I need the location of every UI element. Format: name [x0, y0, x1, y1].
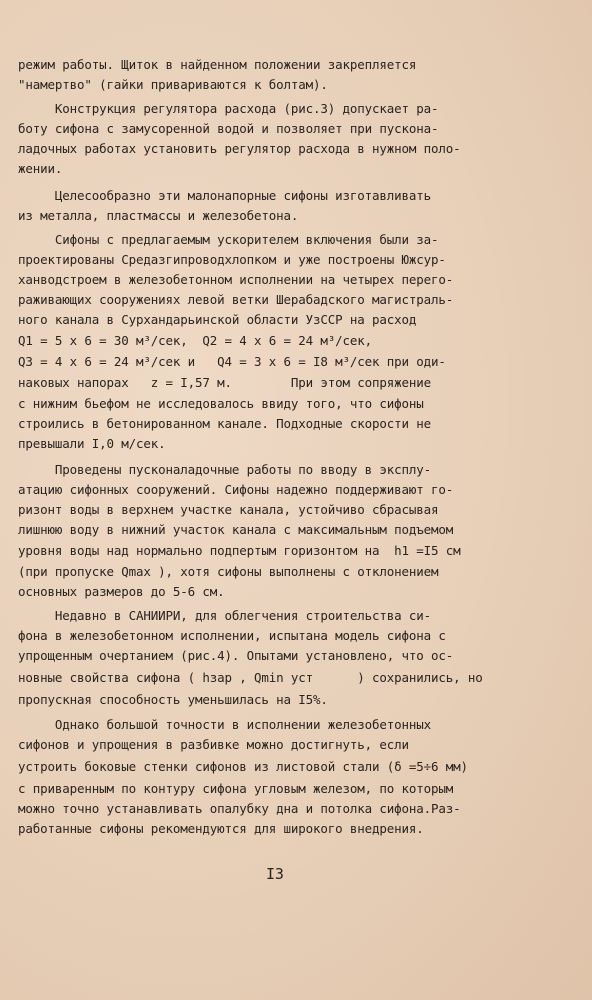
text-line: проектированы Средазгипроводхлопком и уже построены Южсур-: [18, 252, 446, 267]
text-line: фона в железобетонном исполнении, испытана модель сифона с: [18, 628, 446, 643]
text-line: устроить боковые стенки сифонов из листовой стали (δ =5÷6 мм): [18, 759, 468, 774]
text-line: атацию сифонных сооружений. Сифоны надежно поддерживают го-: [18, 482, 454, 497]
text-line: ханводстроем в железобетонном исполнении на четырех перего-: [18, 272, 454, 287]
text-line: жении.: [18, 161, 63, 176]
text-line: раживающих сооружениях левой ветки Шерабадского магистраль-: [18, 292, 454, 307]
formula-line: Q3 = 4 x 6 = 24 м³/сек и Q4 = 3 x 6 = I8 м³/сек при оди-: [18, 354, 446, 369]
text-line: превышали I,0 м/сек.: [18, 436, 166, 451]
text-line: с приваренным по контуру сифона угловым железом, по которым: [18, 781, 454, 796]
text-line: Конструкция регулятора расхода (рис.3) допускает ра-: [18, 101, 439, 116]
text-line: уровня воды над нормально подпертым горизонтом на h1 =I5 см: [18, 543, 461, 558]
text-line: Целесообразно эти малонапорные сифоны изготавливать: [18, 188, 432, 203]
text-line: наковых напорах z = I,57 м. При этом сопряжение: [18, 375, 432, 390]
text-line: основных размеров до 5-6 см.: [18, 584, 225, 599]
text-line: ризонт воды в верхнем участке канала, устойчиво сбрасывая: [18, 502, 439, 517]
text-line: пропускная способность уменьшилась на I5%.: [18, 692, 328, 707]
text-line: Проведены пусконаладочные работы по вводу в эксплу-: [18, 462, 432, 477]
text-line: можно точно устанавливать опалубку дна и потолка сифона.Раз-: [18, 801, 461, 816]
text-line: с нижним бьефом не исследовалось ввиду того, что сифоны: [18, 396, 424, 411]
formula-line: Q1 = 5 x 6 = 30 м³/сек, Q2 = 4 x 6 = 24 м³/сек,: [18, 333, 373, 348]
text-line: работанные сифоны рекомендуются для широкого внедрения.: [18, 821, 424, 836]
text-line: строились в бетонированном канале. Подходные скорости не: [18, 416, 432, 431]
text-line: сифонов и упрощения в разбивке можно достигнуть, если: [18, 737, 409, 752]
text-line: ладочных работах установить регулятор расхода в нужном поло-: [18, 141, 461, 156]
text-line: режим работы. Щиток в найденном положении закрепляется: [18, 57, 417, 72]
text-line: "намертво" (гайки привариваются к болтам).: [18, 77, 328, 92]
text-line: из металла, пластмассы и железобетона.: [18, 208, 299, 223]
text-line: Сифоны с предлагаемым ускорителем включения были за-: [18, 232, 439, 247]
text-line: боту сифона с замусоренной водой и позволяет при пускона-: [18, 121, 439, 136]
text-line: новные свойства сифона ( hзар , Qmin уст ) сохранились, но: [18, 670, 483, 685]
text-line: лишнюю воду в нижний участок канала с максимальным подъемом: [18, 522, 454, 537]
text-line: ного канала в Сурхандарьинской области УзССР на расход: [18, 312, 417, 327]
text-line: упрощенным очертанием (рис.4). Опытами установлено, что ос-: [18, 648, 454, 663]
text-line: Недавно в САНИИРИ, для облегчения строительства си-: [18, 608, 432, 623]
text-line: (при пропуске Qmax ), хотя сифоны выполнены с отклонением: [18, 564, 439, 579]
text-line: Однако большой точности в исполнении железобетонных: [18, 717, 432, 732]
page-number: I3: [266, 865, 284, 883]
